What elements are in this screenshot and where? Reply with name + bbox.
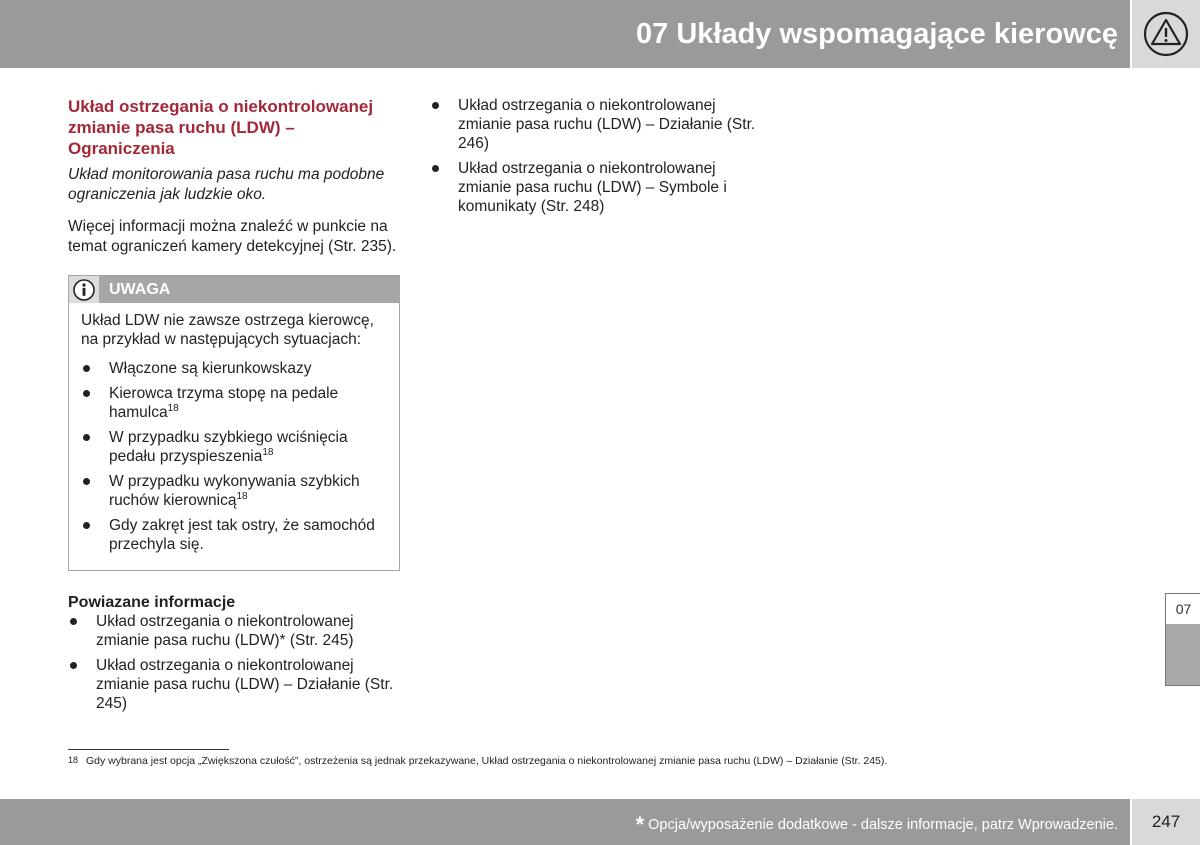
note-body xyxy=(69,303,399,570)
footnote-number: 18 xyxy=(68,755,79,765)
footnote-ref[interactable]: 18 xyxy=(167,402,179,414)
note-list xyxy=(81,359,387,554)
note-icon-cell xyxy=(69,276,99,303)
section-title: Układ ostrzegania o niekontrolowanej zmianie pasa ruchu (LDW) – Ograniczenia xyxy=(68,97,374,158)
related-list-continued xyxy=(430,96,760,216)
note-text: Układ LDW nie zawsze ostrzega kierowcę, na przykład w następujących sytuacjach: xyxy=(81,312,374,348)
chapter-side-tab-label: 07 xyxy=(1166,594,1200,624)
warning-triangle-icon xyxy=(1143,11,1189,57)
left-column xyxy=(68,96,403,719)
related-list xyxy=(68,612,403,713)
footer-note: * Opcja/wyposażenie dodatkowe - dalsze informacje, patrz Wprowadzenie. xyxy=(635,812,1118,837)
footnote-divider xyxy=(68,749,229,750)
info-icon xyxy=(73,279,95,301)
list-item: W przypadku szybkiego wciśnięcia pedału przyspieszenia$^{18}$ xyxy=(81,428,387,466)
section-intro: Układ monitorowania pasa ruchu ma podobne ograniczenia jak ludzkie oko. xyxy=(68,166,385,203)
related-title: Powiazane informacje xyxy=(68,594,236,611)
page-number: 247 xyxy=(1132,799,1200,845)
footnote-ref[interactable]: 18 xyxy=(262,446,274,458)
chapter-icon-box xyxy=(1132,0,1200,68)
note-header xyxy=(69,276,399,303)
list-item: Włączone są kierunkowskazy xyxy=(81,359,387,378)
chapter-side-tab[interactable] xyxy=(1165,593,1200,686)
footnote-ref[interactable]: 18 xyxy=(236,490,248,502)
related-link[interactable]: Układ ostrzegania o niekontrolowanej zmianie pasa ruchu (LDW)* (Str. 245) xyxy=(68,612,403,650)
related-link[interactable]: Układ ostrzegania o niekontrolowanej zmianie pasa ruchu (LDW) – Symbole i komunikaty (Str. 248) xyxy=(430,159,760,216)
page-footer xyxy=(0,799,1130,845)
list-item: W przypadku wykonywania szybkich ruchów kierownicą$^{18}$ xyxy=(81,472,387,510)
chapter-header xyxy=(0,0,1130,68)
section-paragraph: Więcej informacji można znaleźć w punkcie na temat ograniczeń kamery detekcyjnej (Str. 235). xyxy=(68,218,397,255)
footnote xyxy=(68,755,887,767)
related-link[interactable]: Układ ostrzegania o niekontrolowanej zmianie pasa ruchu (LDW) – Działanie (Str. 245) xyxy=(68,656,403,713)
middle-column xyxy=(430,96,760,222)
note-box xyxy=(68,275,400,571)
chapter-title: 07 Układy wspomagające kierowcę xyxy=(636,17,1118,50)
footnote-text: Gdy wybrana jest opcja „Zwiększona czułość”, ostrzeżenia są jednak przekazywane, Układ ostrzegania o niekontrolowanej zmianie pasa ruchu (LDW) – Działanie (Str. 245). xyxy=(86,755,888,767)
footer-star: * xyxy=(635,812,645,837)
list-item: Gdy zakręt jest tak ostry, że samochód przechyla się. xyxy=(81,516,387,554)
related-link[interactable]: Układ ostrzegania o niekontrolowanej zmianie pasa ruchu (LDW) – Działanie (Str. 246) xyxy=(430,96,760,153)
list-item: Kierowca trzyma stopę na pedale hamulca$^{18}$ xyxy=(81,384,387,422)
note-label: UWAGA xyxy=(99,276,399,303)
